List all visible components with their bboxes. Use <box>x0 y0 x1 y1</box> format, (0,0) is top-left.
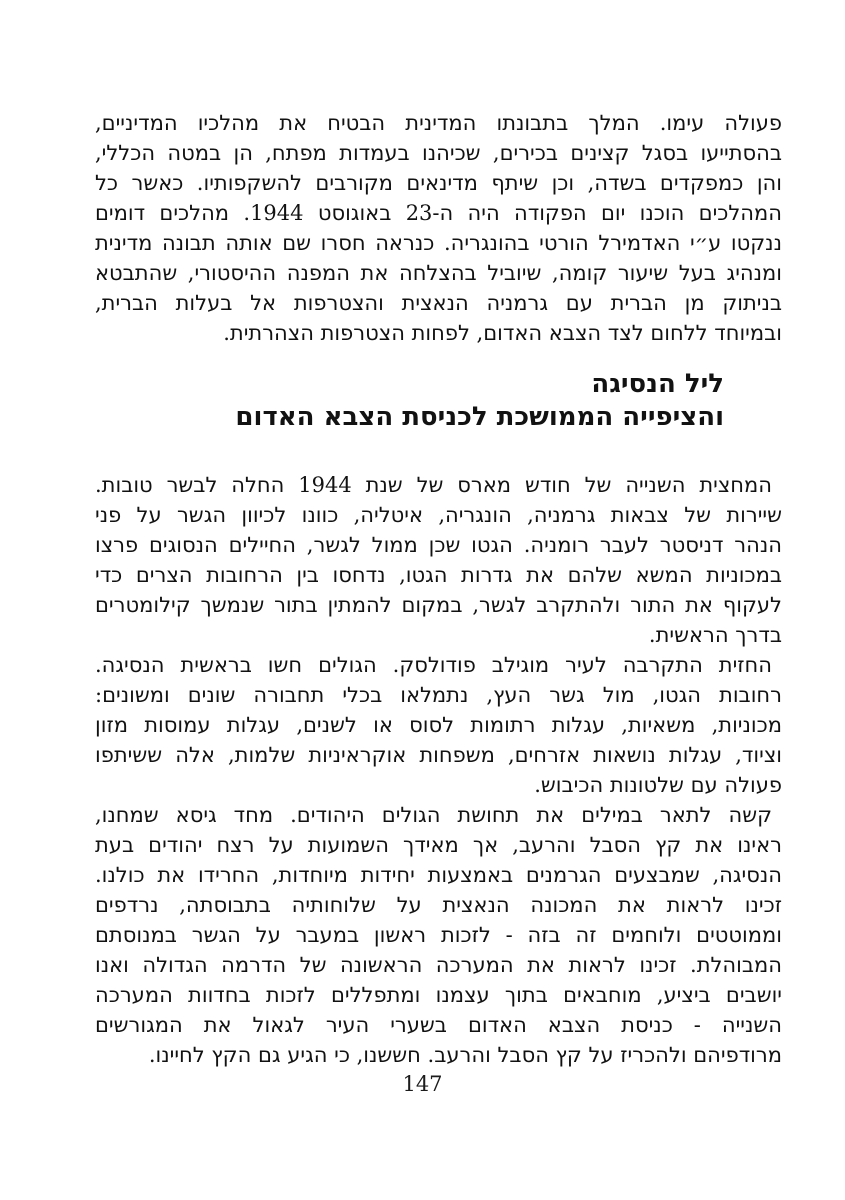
text-line: יושבים ביציע, מוחבאים בתוך עצמנו ומתפללים לזכות בחדוות המערכה <box>95 983 782 1007</box>
text-line: שיירות של צבאות גרמניה, הונגריה, איטליה, כוונו לכיוון הגשר על פני <box>95 503 782 527</box>
text-line: המחצית השנייה של חודש מארס של שנת 1944 החלה לבשר טובות. <box>95 473 772 497</box>
text-line: ראינו את קץ הסבל והרעב, אך מאידך השמועות על רצח יהודים בעת <box>95 833 782 857</box>
text-line: מרודפיהם ולהכריז על קץ הסבל והרעב. חששנו, כי הגיע גם הקץ לחיינו. <box>148 1043 782 1067</box>
text-line: במכוניות המשא שלהם את גדרות הגטו, נדחסו בין הרחובות הצרים כדי <box>95 563 782 587</box>
text-line: והן כמפקדים בשדה, וכן שיתף מדינאים מקורבים להשקפותיו. כאשר כל <box>95 171 782 195</box>
text-column <box>95 108 782 1070</box>
text-line: פעולה עימו. המלך בתבונתו המדינית הבטיח את מהלכיו המדיניים, <box>95 111 782 135</box>
paragraph <box>95 650 782 800</box>
text-line: בדרך הראשית. <box>648 623 782 647</box>
text-line: רחובות הגטו, מול גשר העץ, נתמלאו בכלי תחבורה שונים ומשונים: <box>95 683 782 707</box>
text-line: החזית התקרבה לעיר מוגילב פודולסק. הגולים חשו בראשית הנסיגה. <box>95 653 772 677</box>
text-line: הנהר דניסטר לעבר רומניה. הגטו שכן ממול לגשר, החיילים הנסוגים פרצו <box>95 533 782 557</box>
heading-line: ליל הנסיגה <box>591 369 724 399</box>
section-heading <box>95 368 724 434</box>
text-line: המבוהלת. זכינו לראות את המערכה הראשונה של הדרמה הגדולה ואנו <box>95 953 782 977</box>
text-line: ננקטו ע״י האדמירל הורטי בהונגריה. כנראה חסרו שם אותה תבונה מדינית <box>95 231 782 255</box>
heading-line: והציפייה הממושכת לכניסת הצבא האדום <box>235 402 724 432</box>
text-line: השנייה - כניסת הצבא האדום בשערי העיר לגאול את המגורשים <box>95 1013 782 1037</box>
text-line: וציוד, עגלות נושאות אזרחים, משפחות אוקראיניות שלמות, אלה ששיתפו <box>95 743 782 767</box>
text-line: מכוניות, משאיות, עגלות רתומות לסוס או לשנים, עגלות עמוסות מזון <box>95 713 782 737</box>
page-number: 147 <box>402 1072 443 1096</box>
paragraph <box>95 108 782 348</box>
text-line: ומנהיג בעל שיעור קומה, שיוביל בהצלחה את המפנה ההיסטורי, שהתבטא <box>95 261 782 285</box>
text-line: לעקוף את התור ולהתקרב לגשר, במקום להמתין בתור שנמשך קילומטרים <box>95 593 782 617</box>
text-line: זכינו לראות את המכונה הנאצית על שלוחותיה בתבוסתה, נרדפים <box>95 893 782 917</box>
text-line: פעולה עם שלטונות הכיבוש. <box>534 773 782 797</box>
text-line: ובמיוחד ללחום לצד הצבא האדום, לפחות הצטרפות הצהרתית. <box>223 321 782 345</box>
text-line: וממוטטים ולוחמים זה בזה - לזכות ראשון במעבר על הגשר במנוסתם <box>95 923 782 947</box>
text-line: הנסיגה, שמבצעים הגרמנים באמצעות יחידות מיוחדות, החרידו את כולנו. <box>95 863 782 887</box>
text-line: המהלכים הוכנו יום הפקודה היה ה-23 באוגוסט 1944. מהלכים דומים <box>95 201 783 225</box>
text-line: בניתוק מן הברית עם גרמניה הנאצית והצטרפות אל בעלות הברית, <box>95 291 782 315</box>
text-line: קשה לתאר במילים את תחושת הגולים היהודים. מחד גיסא שמחנו, <box>95 803 772 827</box>
text-line: בהסתייעו בסגל קצינים בכירים, שכיהנו בעמדות מפתח, הן במטה הכללי, <box>95 141 782 165</box>
paragraph <box>95 800 782 1070</box>
paragraph <box>95 470 782 650</box>
